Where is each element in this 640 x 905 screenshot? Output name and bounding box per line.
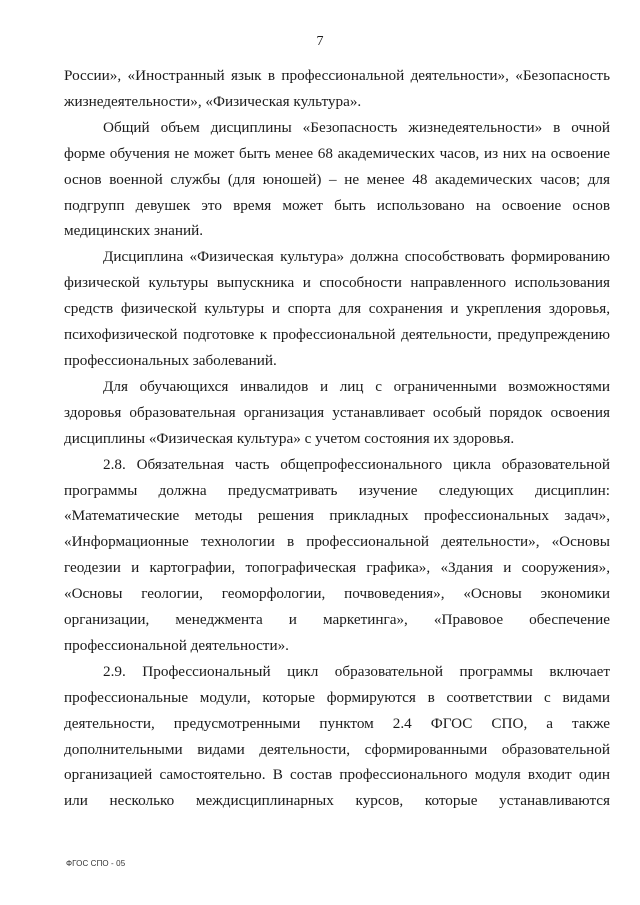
paragraph-2: Общий объем дисциплины «Безопасность жизнедеятельности» в очной форме обучения не может быть менее 68 академических часов, из них на освоение основ военной службы (для юношей) – не менее 48 академических часов; для подгрупп девушек это время может быть использовано на освоение основ медицинских знаний. [64, 118, 610, 240]
paragraph-2-8: 2.8. Обязательная часть общепрофессионального цикла образовательной программы должна предусматривать изучение следующих дисциплин: «Математические методы решения прикладных профессиональных задач», «Информационные технологии в профессиональной деятельности», «Основы геодезии и картографии, топографическая графика», «Здания и сооружения», «Основы геологии, геоморфологии, почвоведения», «Основы экономики организации, менеджмента и маркетинга», «Правовое обеспечение профессиональной деятельности». [64, 455, 610, 654]
footer-label: ФГОС СПО - 05 [66, 859, 126, 868]
page-number: 7 [316, 34, 324, 49]
paragraph-2-9: 2.9. Профессиональный цикл образовательной программы включает профессиональные модули, которые формируются в соответствии с видами деятельности, предусмотренными пунктом 2.4 ФГОС СПО, а также дополнительными видами деятельности, сформированными образовательной организацией самостоятельно. В состав профессионального модуля входит один или несколько междисциплинарных курсов, которые устанавливаются [64, 662, 610, 810]
paragraph-1: России», «Иностранный язык в профессиональной деятельности», «Безопасность жизнедеятельности», «Физическая культура». [64, 67, 610, 110]
document-body [64, 63, 610, 814]
paragraph-4: Для обучающихся инвалидов и лиц с ограниченными возможностями здоровья образовательная организация устанавливает особый порядок освоения дисциплины «Физическая культура» с учетом состояния их здоровья. [64, 377, 610, 447]
paragraph-3: Дисциплина «Физическая культура» должна способствовать формированию физической культуры выпускника и способности направленного использования средств физической культуры и спорта для сохранения и укрепления здоровья, психофизической подготовке к профессиональной деятельности, предупреждению профессиональных заболеваний. [64, 248, 610, 369]
